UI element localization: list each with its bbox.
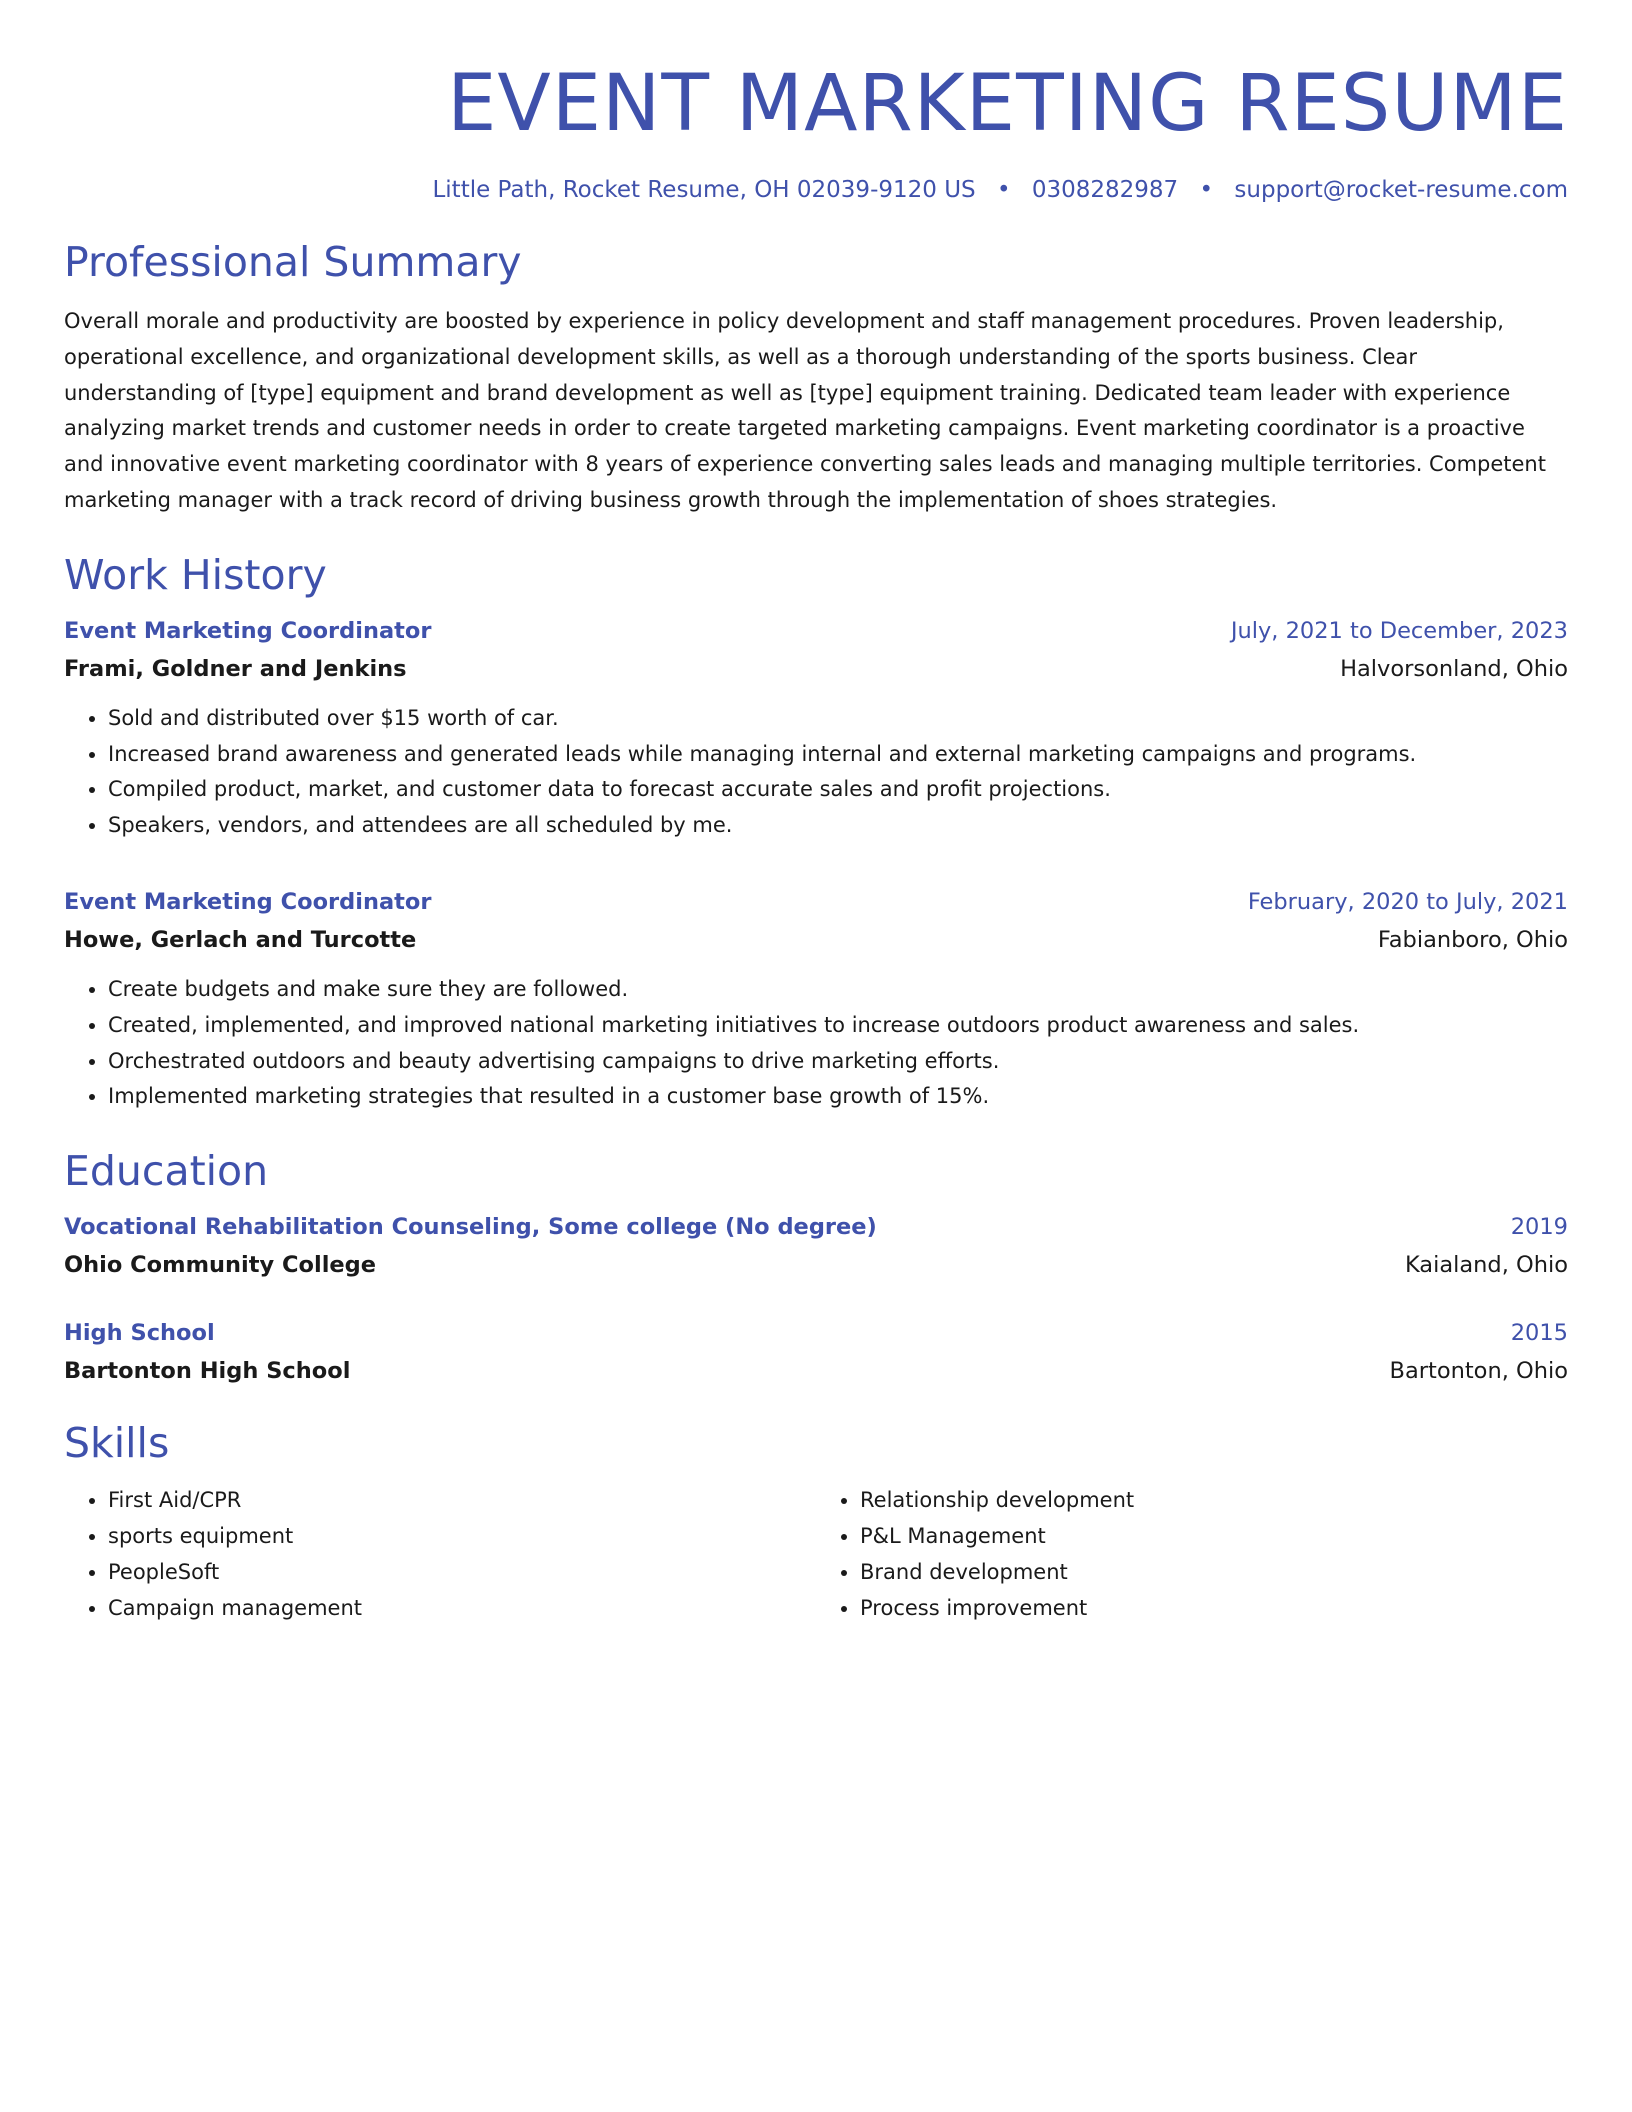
list-item: • Speakers, vendors, and attendees are all scheduled by me. <box>108 808 1568 844</box>
skill-item: • PeopleSoft <box>108 1555 816 1591</box>
education-year: 2019 <box>1510 1214 1568 1241</box>
section-title: Skills <box>64 1419 170 1468</box>
education-school: Bartonton High School <box>64 1358 351 1385</box>
list-item: • Implemented marketing strategies that resulted in a customer base growth of 15%. <box>108 1079 1568 1115</box>
section-title: Work History <box>64 550 327 599</box>
job-company: Frami, Goldner and Jenkins <box>64 655 407 682</box>
skills-list-left <box>64 1483 816 1626</box>
job-role: Event Marketing Coordinator <box>64 888 432 915</box>
job-dates: February, 2020 to July, 2021 <box>1247 888 1568 915</box>
contact-line <box>64 174 1568 206</box>
work-history-section <box>64 549 1568 1115</box>
list-item: • Create budgets and make sure they are followed. <box>108 972 1568 1008</box>
contact-address: Little Path, Rocket Resume, OH 02039-9120 US <box>432 177 976 203</box>
list-item: • Increased brand awareness and generated leads while managing internal and external marketing campaigns and programs. <box>108 737 1568 773</box>
resume-header <box>64 0 1568 206</box>
skills-grid <box>64 1483 1568 1626</box>
job-bullets <box>64 972 1568 1115</box>
list-item: • Created, implemented, and improved national marketing initiatives to increase outdoors product awareness and sales. <box>108 1008 1568 1044</box>
contact-separator: • <box>1199 177 1214 203</box>
skill-item: • P&L Management <box>860 1519 1568 1555</box>
education-location: Kaialand, Ohio <box>1404 1252 1568 1279</box>
job-dates: July, 2021 to December, 2023 <box>1230 617 1568 644</box>
education-location: Bartonton, Ohio <box>1389 1358 1568 1385</box>
resume-title: EVENT MARKETING RESUME <box>447 59 1568 149</box>
job-bullets <box>64 701 1568 844</box>
education-year: 2015 <box>1510 1320 1568 1347</box>
contact-separator: • <box>996 177 1011 203</box>
education-section <box>64 1145 1568 1391</box>
skill-item: • Process improvement <box>860 1591 1568 1627</box>
list-item: • Compiled product, market, and customer data to forecast accurate sales and profit projections. <box>108 772 1568 808</box>
skills-list-right <box>816 1483 1568 1626</box>
education-entry <box>64 1315 1568 1391</box>
skill-item: • First Aid/CPR <box>108 1483 816 1519</box>
contact-phone: 0308282987 <box>1031 177 1179 203</box>
section-title: Professional Summary <box>64 238 522 286</box>
list-item: • Sold and distributed over $15 worth of car. <box>108 701 1568 737</box>
job-company: Howe, Gerlach and Turcotte <box>64 926 417 953</box>
summary-text: Overall morale and productivity are boosted by experience in policy development and staff management procedures. Proven leadership, operational excellence, and organizational development skills, as well as a thorough understanding of the sports business. Clear understanding of [type] equipment and brand development as well as [type] equipment training. Dedicated team leader with experience analyzing market trends and customer needs in order to create targeted marketing campaigns. Event marketing coordinator is a proactive and innovative event marketing coordinator with 8 years of experience converting sales leads and managing multiple territories. Competent marketing manager with a track record of driving business growth through the implementation of shoes strategies. <box>64 309 1546 512</box>
skill-item: • sports equipment <box>108 1519 816 1555</box>
education-entry <box>64 1209 1568 1285</box>
professional-summary-section <box>64 236 1568 519</box>
education-degree: High School <box>64 1320 215 1347</box>
skills-section <box>64 1417 1568 1626</box>
skill-item: • Campaign management <box>108 1591 816 1627</box>
skill-item: • Brand development <box>860 1555 1568 1591</box>
education-degree: Vocational Rehabilitation Counseling, Some college (No degree) <box>64 1214 877 1241</box>
job-entry <box>64 884 1568 1115</box>
job-location: Halvorsonland, Ohio <box>1340 655 1568 682</box>
job-location: Fabianboro, Ohio <box>1377 926 1568 953</box>
list-item: • Orchestrated outdoors and beauty advertising campaigns to drive marketing efforts. <box>108 1044 1568 1080</box>
section-title: Education <box>64 1147 269 1196</box>
job-role: Event Marketing Coordinator <box>64 617 432 644</box>
contact-email: support@rocket-resume.com <box>1234 177 1568 203</box>
skill-item: • Relationship development <box>860 1483 1568 1519</box>
job-entry <box>64 613 1568 844</box>
education-school: Ohio Community College <box>64 1252 377 1279</box>
